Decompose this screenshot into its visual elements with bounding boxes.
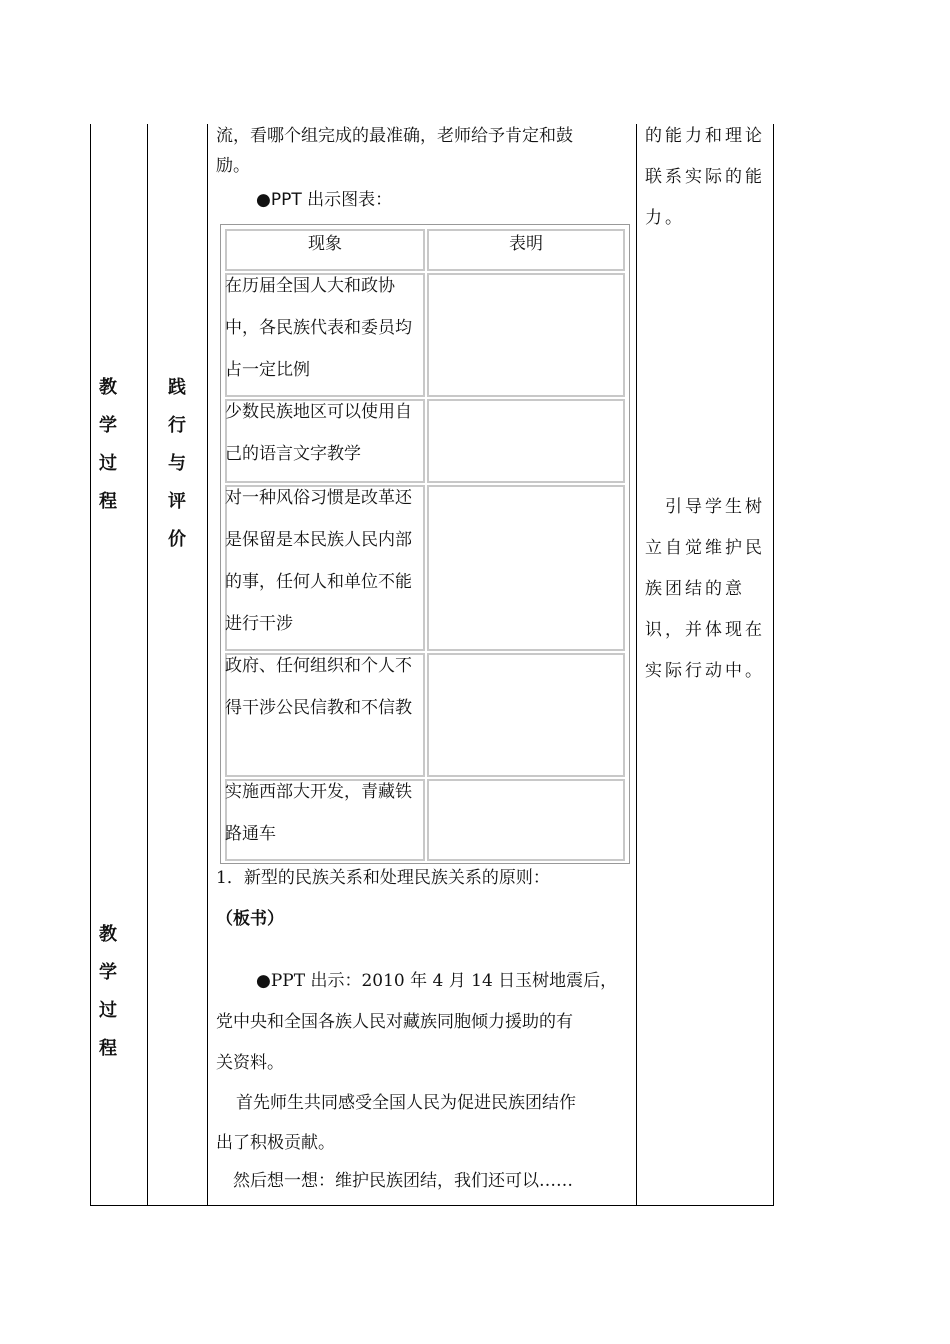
point-1: 1．新型的民族关系和处理民族关系的原则： — [216, 868, 550, 888]
col1-top-char: 学 — [99, 415, 117, 436]
side-note-ability: 的能力和理论联系实际的能力。 — [645, 126, 765, 228]
table-border-bottom — [90, 1205, 774, 1206]
col1-top-char: 程 — [99, 491, 117, 512]
table-cell-phenomenon: 对一种风俗习惯是改革还是保留是本民族人民内部的事，任何人和单位不能进行干涉 — [225, 488, 412, 634]
paragraph-1-line-1: 首先师生共同感受全国人民为促进民族团结作 — [236, 1093, 576, 1113]
side-note-guide: 引导学生树立自觉维护民族团结的意识，并体现在实际行动中。 — [645, 497, 765, 681]
ppt2-line-2: 党中央和全国各族人民对藏族同胞倾力援助的有 — [216, 1012, 573, 1032]
table-cell-phenomenon: 政府、任何组织和个人不得干涉公民信教和不信教 — [225, 656, 412, 718]
table-border-right — [773, 124, 774, 1206]
ppt2-line-3: 关资料。 — [216, 1053, 284, 1073]
paragraph-2: 然后想一想：维护民族团结，我们还可以…… — [233, 1171, 573, 1191]
table-divider-2 — [207, 124, 208, 1206]
table-cell-phenomenon: 在历届全国人大和政协中，各民族代表和委员均占一定比例 — [225, 276, 412, 380]
paragraph-1-line-2: 出了积极贡献。 — [216, 1133, 335, 1153]
table-divider-1 — [147, 124, 148, 1206]
col1-top-char: 教 — [99, 377, 117, 398]
main-line-1: 流，看哪个组完成的最准确，老师给予肯定和鼓 — [216, 126, 573, 146]
table-divider-3 — [636, 124, 637, 1206]
col2-char: 价 — [168, 529, 186, 550]
col1-bottom-char: 教 — [99, 924, 117, 945]
ppt-intro: ●PPT 出示图表： — [256, 190, 393, 210]
col2-char: 践 — [168, 377, 186, 398]
table-header-phenomenon: 现象 — [308, 234, 342, 254]
col1-bottom-char: 程 — [99, 1038, 117, 1059]
table-row — [427, 273, 625, 397]
col2-char: 行 — [168, 415, 186, 436]
col2-char: 与 — [168, 453, 186, 474]
col1-bottom-char: 学 — [99, 962, 117, 983]
col1-top-char: 过 — [99, 453, 117, 474]
col2-char: 评 — [168, 491, 186, 512]
table-row — [427, 779, 625, 861]
table-row — [427, 653, 625, 777]
table-row — [427, 485, 625, 651]
ppt2-line-1: ●PPT 出示：2010 年 4 月 14 日玉树地震后， — [256, 971, 618, 991]
table-cell-phenomenon: 少数民族地区可以使用自己的语言文字教学 — [225, 402, 412, 464]
phenomena-table — [220, 224, 630, 864]
table-header-meaning: 表明 — [509, 234, 543, 254]
col1-bottom-char: 过 — [99, 1000, 117, 1021]
table-row — [427, 399, 625, 483]
table-cell-phenomenon: 实施西部大开发，青藏铁路通车 — [225, 782, 412, 844]
board-note: （板书） — [216, 909, 284, 929]
main-line-2: 励。 — [216, 156, 250, 176]
